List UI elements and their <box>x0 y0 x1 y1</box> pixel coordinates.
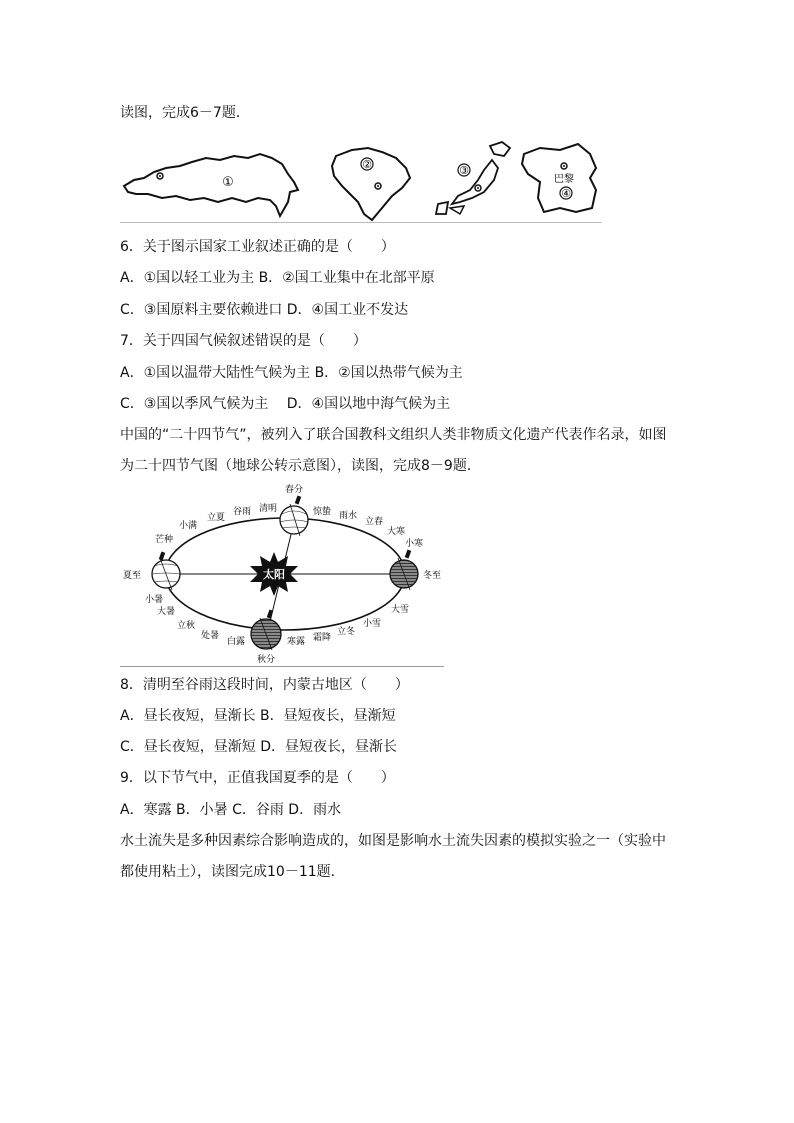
label-qiufen: 秋分 <box>256 655 276 665</box>
intro-text-3a: 水土流失是多种因素综合影响造成的，如图是影响水土流失因素的模拟实验之一（实验中 <box>120 833 666 849</box>
label-xiazhi: 夏至 <box>122 571 142 581</box>
country-maps-figure <box>120 138 602 224</box>
term-guyu: 谷雨 <box>232 507 252 517</box>
russia-label: ① <box>222 175 234 190</box>
intro-text-2b: 为二十四节气图（地球公转示意图），读图，完成8－9题． <box>120 458 481 474</box>
term-lidong: 立冬 <box>336 627 356 637</box>
paris-label: 巴黎 <box>554 174 574 185</box>
term-mangzhong: 芒种 <box>154 535 174 545</box>
solar-terms-orbit-figure <box>120 478 444 668</box>
q6-stem: 6．关于图示国家工业叙述正确的是（ ） <box>120 239 395 255</box>
term-hanlu: 寒露 <box>286 637 306 647</box>
sun-label: 太阳 <box>263 568 285 581</box>
q6-options-ab: A．①国以轻工业为主 B．②国工业集中在北部平原 <box>120 270 435 286</box>
japan-label: ③ <box>459 164 469 177</box>
term-xiaoman: 小满 <box>178 521 198 531</box>
intro-text-1: 读图，完成6－7题． <box>120 105 250 121</box>
term-xiaoshu: 小暑 <box>144 595 164 605</box>
label-chunfen: 春分 <box>284 485 304 495</box>
q8-stem: 8．清明至谷雨这段时间，内蒙古地区（ ） <box>120 677 409 693</box>
brazil-label: ② <box>362 158 372 171</box>
term-dahan: 大寒 <box>386 527 406 537</box>
q8-options-cd: C．昼长夜短，昼渐短 D．昼短夜长，昼渐长 <box>120 739 398 755</box>
term-lichun: 立春 <box>364 517 384 527</box>
term-chushu: 处暑 <box>200 631 220 641</box>
figure-divider <box>120 222 602 223</box>
japan-hokkaido <box>490 142 510 156</box>
japan-kyushu <box>436 202 448 214</box>
label-dongzhi: 冬至 <box>422 571 442 581</box>
intro-text-3b: 都使用粘土），读图完成10－11题． <box>120 864 345 880</box>
q8-options-ab: A．昼长夜短，昼渐长 B．昼短夜长，昼渐短 <box>120 708 396 724</box>
russia-map <box>124 154 298 216</box>
q9-options: A．寒露 B．小暑 C．谷雨 D．雨水 <box>120 802 342 818</box>
term-qingming: 清明 <box>258 504 278 514</box>
orbit-figure-divider <box>120 666 444 667</box>
intro-text-2a: 中国的“二十四节气”，被列入了联合国教科文组织人类非物质文化遗产代表作名录，如图 <box>120 427 667 443</box>
japan-shikoku <box>450 206 464 214</box>
term-lixia: 立夏 <box>206 513 226 523</box>
q9-stem: 9．以下节气中，正值我国夏季的是（ ） <box>120 770 395 786</box>
term-xiaohan: 小寒 <box>404 539 424 549</box>
q7-options-cd: C．③国以季风气候为主 D．④国以地中海气候为主 <box>120 396 451 412</box>
term-dashu: 大暑 <box>156 607 176 617</box>
q6-options-cd: C．③国原料主要依赖进口 D．④国工业不发达 <box>120 302 409 318</box>
term-bailu: 白露 <box>226 637 246 647</box>
q7-options-ab: A．①国以温带大陆性气候为主 B．②国以热带气候为主 <box>120 365 463 381</box>
france-label: ④ <box>561 187 571 200</box>
q7-stem: 7．关于四国气候叙述错误的是（ ） <box>120 333 367 349</box>
term-xiaoxue: 小雪 <box>362 619 382 629</box>
term-liqiu: 立秋 <box>176 621 196 631</box>
term-jingzhe: 惊蛰 <box>312 507 332 517</box>
term-shuangjiang: 霜降 <box>312 633 332 643</box>
term-yushui: 雨水 <box>338 511 358 521</box>
term-daxue: 大雪 <box>390 605 410 615</box>
